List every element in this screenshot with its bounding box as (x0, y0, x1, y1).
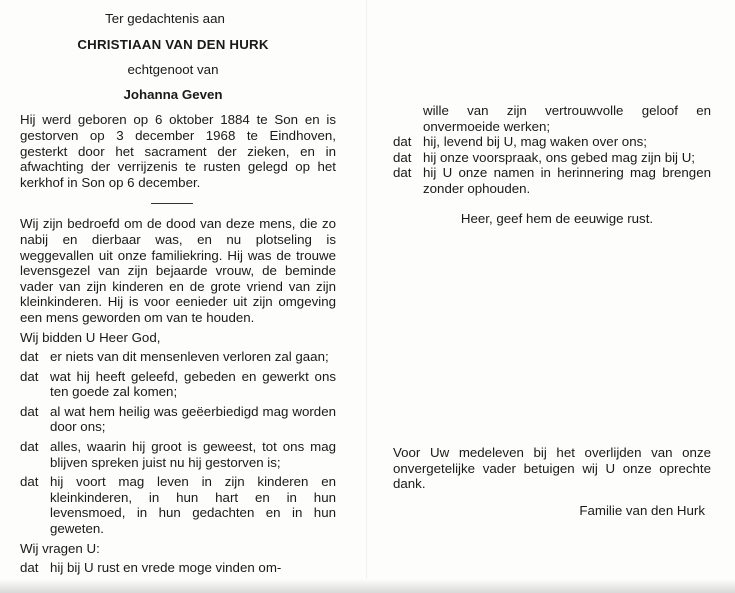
ask-item-lead: dat (393, 165, 412, 181)
prayer-item-text: al wat hem heilig was geëerbiedigd mag worden door ons; (50, 403, 336, 435)
deceased-name: CHRISTIAAN VAN DEN HURK (77, 36, 269, 52)
prayer-item (20, 404, 336, 435)
prayer-item-lead: dat (20, 368, 39, 384)
tribute-paragraph: Wij zijn bedroefd om de dood van deze mens, die zo nabij en dierbaar was, en nu plotseling is weggevallen uit onze familiekring. Hij was de trouwe levensgezel van zijn bejaarde vrouw, de beminde vader van zijn kinderen en de grote vriend van zijn kleinkinderen. Hij is voor eenieder uit zijn omgeving een mens geworden om van te houden. (20, 216, 336, 325)
prayer-item-lead: dat (20, 439, 39, 455)
prayer-item (20, 439, 336, 470)
ask-item-text: hij U onze namen in herinnering mag brengen zonder ophouden. (423, 165, 711, 196)
ask-item-lead: dat (20, 560, 39, 576)
prayer-item-lead: dat (20, 474, 39, 490)
ask-item (20, 560, 336, 576)
thanks-paragraph: Voor Uw medeleven bij het overlijden van onze onvergetelijke vader betuigen wij U onze oprechte dank. (393, 445, 711, 492)
prayer-item-lead: dat (20, 349, 39, 365)
family-signature: Familie van den Hurk (579, 503, 705, 518)
closing-prayer: Heer, geef hem de eeuwige rust. (460, 210, 654, 226)
spouse-name: Johanna Geven (123, 86, 223, 102)
heading (20, 11, 336, 102)
ask-item-lead: dat (393, 149, 412, 165)
prayer-item-lead: dat (20, 403, 39, 419)
divider (151, 203, 193, 204)
prayer-item-text: alles, waarin hij groot is geweest, tot ons mag blijven spreken juist nu hij gestorven is; (50, 439, 336, 470)
heading-intro: Ter gedachtenis aan (105, 11, 225, 26)
right-page (393, 103, 711, 226)
ask-item-text: hij bij U rust en vrede moge vinden om- (50, 560, 282, 576)
prayer-item-text: er niets van dit mensenleven verloren zal gaan; (50, 349, 329, 365)
biography-paragraph: Hij werd geboren op 6 oktober 1884 te Son en is gestorven op 3 december 1968 te Eindhoven, gesterkt door het sacrament der zieken, en in afwachting der verrijzenis te rusten gelegd op het kerkhof in Son op 6 december. (20, 112, 336, 190)
left-page (20, 11, 336, 576)
ask-item (393, 134, 711, 150)
prayer-item-text: hij voort mag leven in zijn kinderen en kleinkinderen, in hun hart en in hun levensmoed, in hun gedachten en in hun geweten. (50, 474, 336, 537)
ask-item-lead: dat (393, 134, 412, 150)
relation-text: echtgenoot van (127, 62, 219, 78)
ask-intro: Wij vragen U: (20, 540, 100, 556)
prayer-item (20, 474, 336, 536)
prayer-item (20, 369, 336, 400)
prayer-list (20, 349, 336, 537)
ask-item-text: hij onze voorspraak, ons gebed mag zijn bij U; (423, 149, 695, 165)
scan-edge (0, 579, 735, 593)
prayer-item (20, 349, 336, 365)
prayer-intro: Wij bidden U Heer God, (20, 329, 161, 345)
prayer-item-text: wat hij heeft geleefd, gebeden en gewerkt ons ten goede zal komen; (50, 368, 336, 400)
continuation-text: wille van zijn vertrouwvolle geloof en onvermoeide werken; (423, 103, 711, 134)
fold-line (366, 0, 367, 593)
ask-item (393, 150, 711, 166)
ask-item (393, 165, 711, 196)
ask-item-text: hij, levend bij U, mag waken over ons; (423, 134, 647, 150)
